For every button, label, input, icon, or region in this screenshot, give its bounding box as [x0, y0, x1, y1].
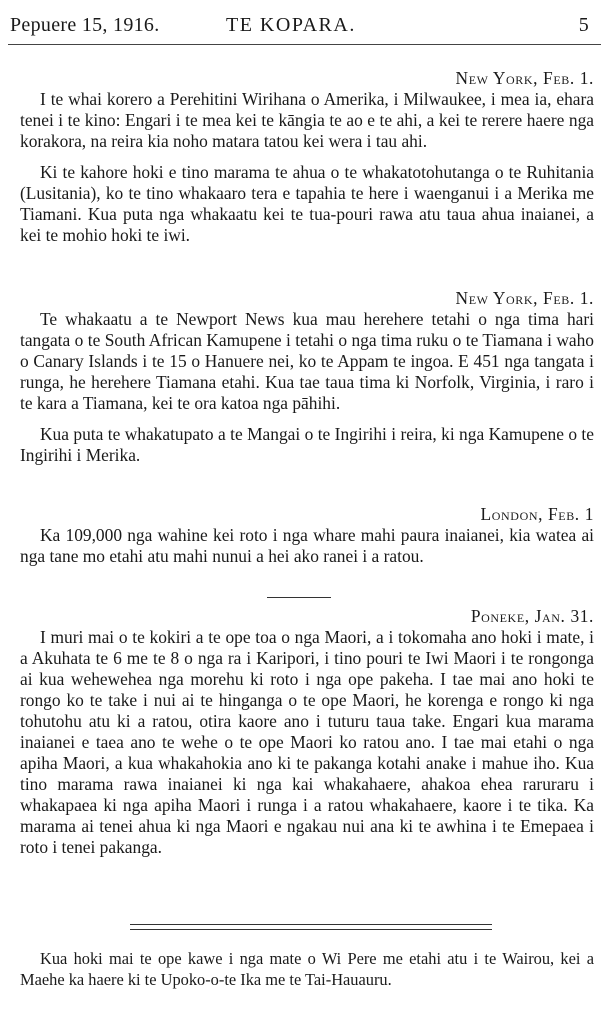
article-paragraph: I muri mai o te kokiri a te ope toa o nga Maori, a i tokomaha ano hoki i mate, i a Akuhata te 6 me te 8 o nga ra i Karipori, i tino pouri te Iwi Maori i te rongonga ai kua wehewehea nga morehu ki roto i nga ope pakeha. I tae mai ano hoki te rongo ko te take i nui ai te hinganga o te ope Maori, he korenga e rongo ki nga tohutohu atu ki a ratou, otira kaore ano i tuturu taua take. Engari kua marama inaianei e taea ano te wehe o te ope Maori ko ratou ano. I tae mai etahi o nga apiha Maori, a kua whakahokia ano ki te pakanga kotahi anake i mahue iho. Kua tino marama rawa inaianei ki nga kai whakahaere, ahakoa ehea raruraru i whakapaea ki nga apiha Maori i runga i a ratou whakahaere, kaore i te tika. Ka marama ai tenei ahua ki nga Maori e ngakau nui ana ki te awhina i te Emepaea i roto i tenei pakanga.: [20, 627, 594, 857]
article-paragraph: Ka 109,000 nga wahine kei roto i nga whare mahi paura inaianei, kia watea ai nga tane mo etahi atu mahi nunui a hei ako ranei i a ratou.: [20, 525, 594, 566]
article-paragraph: Ki te kahore hoki e tino marama te ahua o te whakatotohutanga o te Ruhitania (Lusitania), ko te tino whakaaro tera e tapahia te here i waenganui i a Merika me Tiamani. Kua puta nga whakaatu kei te tua-pouri rawa atu taua ahua inaianei, a kei te mohio hoki te iwi.: [20, 162, 594, 245]
newspaper-title: TE KOPARA.: [226, 14, 356, 36]
news-item-poneke: [20, 606, 594, 858]
article-paragraph: Te whakaatu a te Newport News kua mau herehere tetahi o nga tima hari tangata o te South African Kamupene i tetahi o nga tima ruku o te Tiamana i waho o Canary Islands i te 15 o Hanuere nei, ko te Appam te ingoa. E 451 nga tangata i runga, he herehere Tiamana etahi. Kua tae taua tima ki Norfolk, Virginia, i raro i te kara a Tiamana, kei te ora katoa nga pāhihi.: [20, 309, 594, 413]
article-paragraph: Kua puta te whakatupato a te Mangai o te Ingirihi i reira, ki nga Kamupene o te Ingirihi i Merika.: [20, 424, 594, 465]
dateline: Poneke, Jan. 31.: [470, 606, 594, 626]
news-item-new-york-1: [20, 68, 594, 246]
closing-notice: [20, 948, 594, 990]
dateline: New York, Feb. 1.: [455, 288, 594, 308]
header-rule: [8, 44, 601, 45]
issue-date: Pepuere 15, 1916.: [10, 14, 160, 36]
page-header: [10, 14, 589, 38]
double-divider: [130, 924, 492, 930]
dateline: London, Feb. 1: [480, 504, 594, 524]
news-item-new-york-2: [20, 288, 594, 466]
page-number: 5: [578, 14, 589, 36]
news-item-london: [20, 504, 594, 567]
closing-paragraph: Kua hoki mai te ope kawe i nga mate o Wi Pere me etahi atu i te Wairou, kei a Maehe ka haere ki te Upoko-o-te Ika me te Tai-Hauauru.: [20, 949, 594, 989]
dateline: New York, Feb. 1.: [455, 68, 594, 88]
article-paragraph: I te whai korero a Perehitini Wirihana o Amerika, i Milwaukee, i mea ia, ehara tenei i te kino: Engari i te mea kei te kāngia te ao e te ahi, a kei te rerere haere nga korakora, na reira kia noho matara tatou kei wera i tau ahi.: [20, 89, 594, 151]
section-divider: [267, 597, 331, 598]
